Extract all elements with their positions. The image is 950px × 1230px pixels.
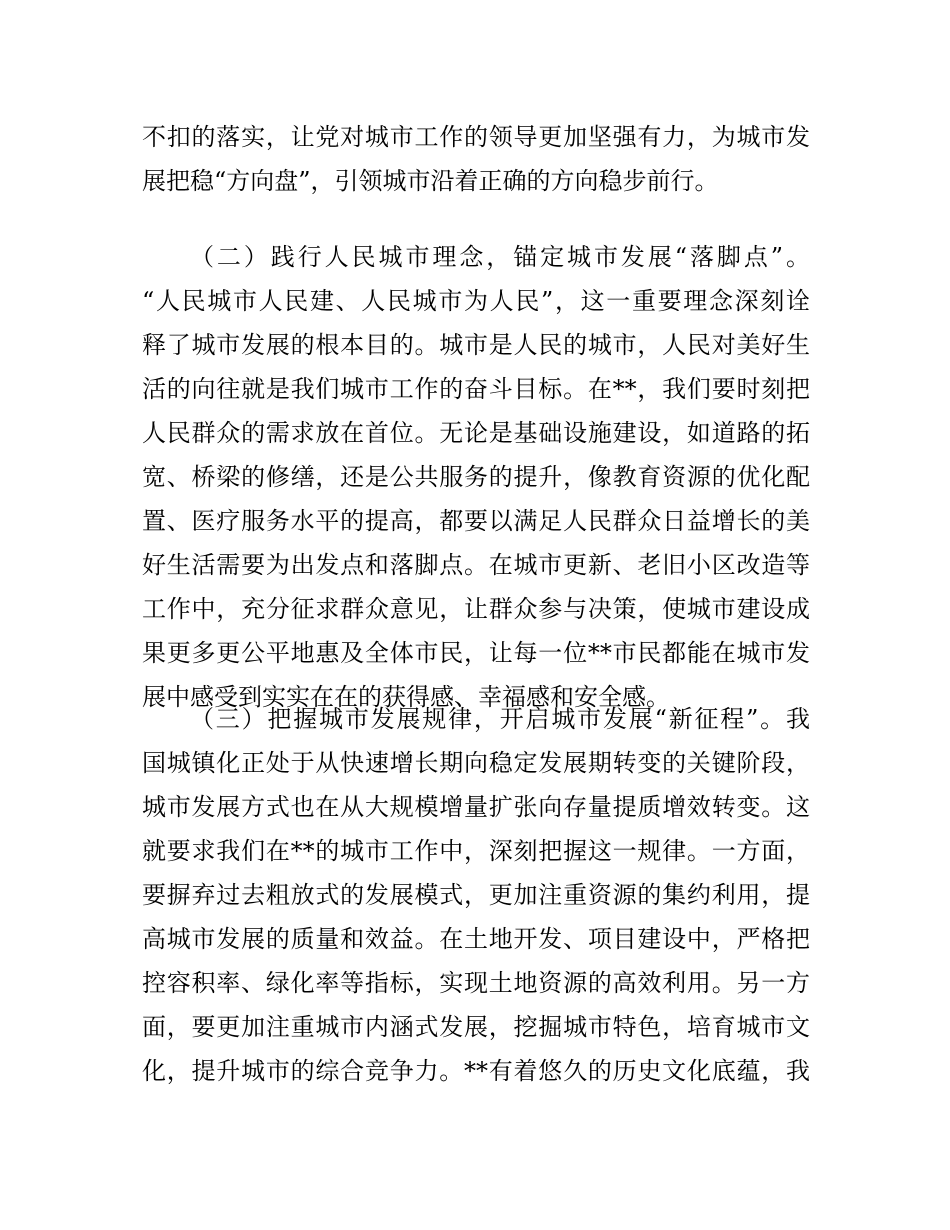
text-line: 人民群众的需求放在首位。无论是基础设施建设，如道路的拓 xyxy=(142,419,810,447)
text-line: 国城镇化正处于从快速增长期向稳定发展期转变的关键阶段， xyxy=(142,749,810,777)
paragraph-section-two xyxy=(142,235,810,719)
section-heading-line: （三）把握城市发展规律，开启城市发展“新征程”。我 xyxy=(190,705,810,733)
text-line: 要摒弃过去粗放式的发展模式，更加注重资源的集约利用，提 xyxy=(142,881,810,909)
text-line: 就要求我们在**的城市工作中，深刻把握这一规律。一方面， xyxy=(142,837,810,865)
text-line: 好生活需要为出发点和落脚点。在城市更新、老旧小区改造等 xyxy=(142,551,810,579)
text-line: 化，提升城市的综合竞争力。**有着悠久的历史文化底蕴，我 xyxy=(142,1057,810,1085)
text-line: 不扣的落实，让党对城市工作的领导更加坚强有力，为城市发 xyxy=(142,123,810,151)
text-line: 置、医疗服务水平的提高，都要以满足人民群众日益增长的美 xyxy=(142,507,810,535)
text-line: “人民城市人民建、人民城市为人民”，这一重要理念深刻诠 xyxy=(142,287,810,315)
text-line: 宽、桥梁的修缮，还是公共服务的提升，像教育资源的优化配 xyxy=(142,463,810,491)
text-line: 城市发展方式也在从大规模增量扩张向存量提质增效转变。这 xyxy=(142,793,810,821)
section-heading-line: （二）践行人民城市理念，锚定城市发展“落脚点”。 xyxy=(190,243,810,271)
text-line: 活的向往就是我们城市工作的奋斗目标。在**，我们要时刻把 xyxy=(142,375,810,403)
paragraph-section-three xyxy=(142,697,810,1093)
text-line: 展把稳“方向盘”，引领城市沿着正确的方向稳步前行。 xyxy=(142,167,719,195)
text-line: 释了城市发展的根本目的。城市是人民的城市，人民对美好生 xyxy=(142,331,810,359)
text-line: 高城市发展的质量和效益。在土地开发、项目建设中，严格把 xyxy=(142,925,810,953)
text-line: 展中感受到实实在在的获得感、幸福感和安全感。 xyxy=(142,683,670,711)
text-line: 控容积率、绿化率等指标，实现土地资源的高效利用。另一方 xyxy=(142,969,810,997)
text-line: 工作中，充分征求群众意见，让群众参与决策，使城市建设成 xyxy=(142,595,810,623)
text-line: 面，要更加注重城市内涵式发展，挖掘城市特色，培育城市文 xyxy=(142,1013,810,1041)
text-line: 果更多更公平地惠及全体市民，让每一位**市民都能在城市发 xyxy=(142,639,810,667)
paragraph-continuation xyxy=(142,115,810,203)
